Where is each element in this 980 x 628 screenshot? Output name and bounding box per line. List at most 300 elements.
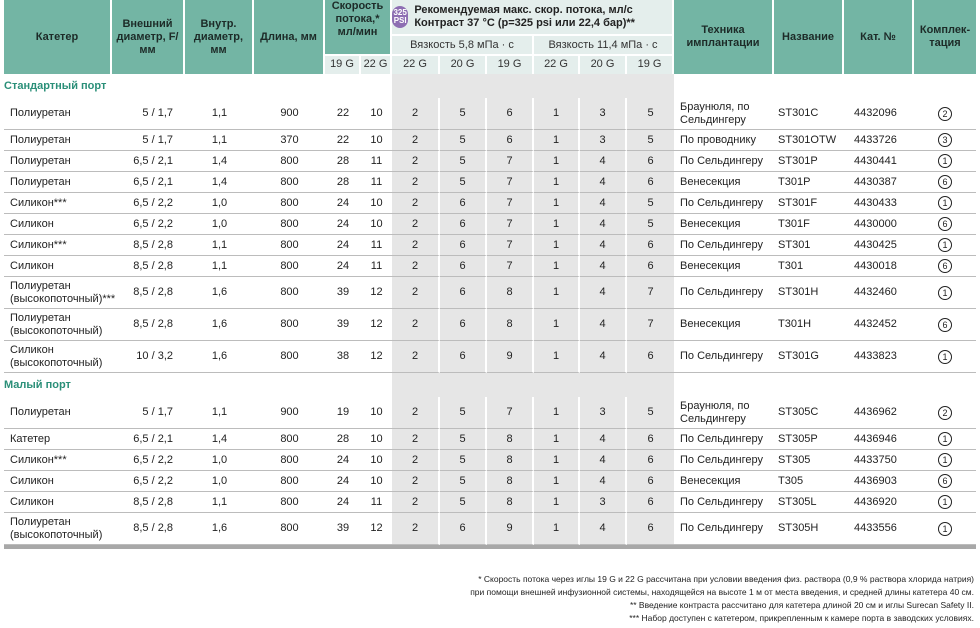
cell-visc1-22g: 2 bbox=[392, 309, 440, 341]
cell-inner-diameter: 1,1 bbox=[185, 492, 254, 513]
cell-inner-diameter: 1,0 bbox=[185, 214, 254, 235]
cell-inner-diameter: 1,6 bbox=[185, 277, 254, 309]
cell-kit bbox=[914, 277, 976, 309]
cell-visc2-20g: 4 bbox=[580, 471, 627, 492]
col-header-name: Название bbox=[774, 0, 844, 74]
cell-kit bbox=[914, 193, 976, 214]
cell-visc2-19g: 6 bbox=[627, 256, 674, 277]
cell-cat-no: 4433556 bbox=[844, 513, 914, 545]
cell-visc1-22g: 2 bbox=[392, 471, 440, 492]
col-header-catheter: Катетер bbox=[4, 0, 112, 74]
cell-visc2-22g: 1 bbox=[534, 235, 580, 256]
cell-flow-22g: 12 bbox=[361, 513, 392, 545]
cell-visc1-19g: 7 bbox=[487, 214, 534, 235]
cell-visc2-20g: 3 bbox=[580, 98, 627, 130]
footnote-3: *** Набор доступен с катетером, прикрепленным к камере порта в заводских условиях. bbox=[629, 613, 974, 623]
cell-technique: Венесекция bbox=[674, 256, 774, 277]
cell-visc2-19g: 6 bbox=[627, 471, 674, 492]
catheter-table-container bbox=[4, 0, 976, 549]
table-row bbox=[4, 256, 976, 277]
cell-flow-22g: 10 bbox=[361, 130, 392, 151]
table-row bbox=[4, 98, 976, 130]
cell-visc1-19g: 7 bbox=[487, 193, 534, 214]
table-row bbox=[4, 309, 976, 341]
cell-visc2-20g: 4 bbox=[580, 151, 627, 172]
kit-number-badge: 1 bbox=[938, 286, 952, 300]
cell-name: ST301H bbox=[774, 277, 844, 309]
cell-visc2-19g: 6 bbox=[627, 450, 674, 471]
cell-length: 800 bbox=[254, 471, 325, 492]
cell-outer-diameter: 5 / 1,7 bbox=[112, 397, 185, 429]
cell-technique: По Сельдингеру bbox=[674, 429, 774, 450]
cell-technique: По Сельдингеру bbox=[674, 513, 774, 545]
cell-visc1-22g: 2 bbox=[392, 277, 440, 309]
cell-flow-22g: 10 bbox=[361, 471, 392, 492]
table-row bbox=[4, 214, 976, 235]
cell-visc2-20g: 4 bbox=[580, 341, 627, 373]
section-spacer bbox=[674, 373, 774, 397]
table-bottom-rule bbox=[4, 545, 976, 549]
col-header-length: Длина, мм bbox=[254, 0, 325, 74]
table-row bbox=[4, 492, 976, 513]
section-spacer bbox=[534, 373, 580, 397]
cell-catheter: Силикон bbox=[4, 256, 112, 277]
section-spacer bbox=[392, 74, 440, 98]
cell-flow-22g: 10 bbox=[361, 214, 392, 235]
cell-visc1-22g: 2 bbox=[392, 397, 440, 429]
cell-visc2-19g: 6 bbox=[627, 235, 674, 256]
cell-inner-diameter: 1,4 bbox=[185, 151, 254, 172]
cell-length: 800 bbox=[254, 513, 325, 545]
section-spacer bbox=[392, 373, 440, 397]
cell-catheter: Силикон bbox=[4, 471, 112, 492]
section-spacer bbox=[580, 373, 627, 397]
cell-length: 800 bbox=[254, 172, 325, 193]
cell-length: 800 bbox=[254, 492, 325, 513]
section-spacer bbox=[627, 373, 674, 397]
cell-inner-diameter: 1,6 bbox=[185, 513, 254, 545]
cell-cat-no: 4430433 bbox=[844, 193, 914, 214]
cell-kit bbox=[914, 471, 976, 492]
cell-visc1-22g: 2 bbox=[392, 513, 440, 545]
cell-technique: Браунюля, по Сельдингеру bbox=[674, 397, 774, 429]
cell-length: 800 bbox=[254, 309, 325, 341]
section-title: Стандартный порт bbox=[4, 79, 107, 92]
cell-catheter: Полиуретан (высокопоточный) bbox=[4, 309, 112, 341]
cell-visc2-22g: 1 bbox=[534, 513, 580, 545]
cell-flow-22g: 10 bbox=[361, 98, 392, 130]
cell-visc1-19g: 7 bbox=[487, 172, 534, 193]
section-spacer bbox=[440, 373, 487, 397]
cell-catheter: Силикон bbox=[4, 492, 112, 513]
cell-flow-19g: 22 bbox=[325, 130, 361, 151]
cell-visc1-20g: 6 bbox=[440, 193, 487, 214]
cell-outer-diameter: 8,5 / 2,8 bbox=[112, 309, 185, 341]
cell-technique: По Сельдингеру bbox=[674, 450, 774, 471]
cell-visc2-19g: 5 bbox=[627, 130, 674, 151]
cell-visc2-19g: 6 bbox=[627, 151, 674, 172]
cell-kit bbox=[914, 492, 976, 513]
cell-name: T301F bbox=[774, 214, 844, 235]
cell-catheter: Полиуретан bbox=[4, 130, 112, 151]
cell-visc1-20g: 6 bbox=[440, 277, 487, 309]
kit-number-badge: 6 bbox=[938, 318, 952, 332]
cell-visc2-22g: 1 bbox=[534, 492, 580, 513]
cell-visc2-22g: 1 bbox=[534, 151, 580, 172]
cell-kit bbox=[914, 130, 976, 151]
viscosity-5-8-header: Вязкость 5,8 мПа · с bbox=[392, 34, 534, 53]
cell-visc1-22g: 2 bbox=[392, 235, 440, 256]
cell-kit bbox=[914, 98, 976, 130]
cell-visc1-20g: 6 bbox=[440, 513, 487, 545]
cell-catheter: Полиуретан (высокопоточный) bbox=[4, 513, 112, 545]
cell-visc1-20g: 6 bbox=[440, 256, 487, 277]
cell-visc2-22g: 1 bbox=[534, 193, 580, 214]
cell-inner-diameter: 1,4 bbox=[185, 172, 254, 193]
cell-catheter: Силикон*** bbox=[4, 193, 112, 214]
cell-name: ST305H bbox=[774, 513, 844, 545]
cell-cat-no: 4430387 bbox=[844, 172, 914, 193]
cell-catheter: Силикон bbox=[4, 214, 112, 235]
cell-outer-diameter: 8,5 / 2,8 bbox=[112, 235, 185, 256]
cell-visc1-19g: 7 bbox=[487, 151, 534, 172]
cell-name: T301P bbox=[774, 172, 844, 193]
cell-flow-22g: 11 bbox=[361, 235, 392, 256]
cell-inner-diameter: 1,1 bbox=[185, 397, 254, 429]
section-header-row bbox=[4, 373, 976, 397]
footnote-1a: * Скорость потока через иглы 19 G и 22 G рассчитана при условии введения физ. раствора (0,9 % раствора хлорида натрия) bbox=[478, 574, 974, 584]
cell-visc1-20g: 6 bbox=[440, 214, 487, 235]
kit-number-badge: 6 bbox=[938, 175, 952, 189]
cell-visc1-19g: 6 bbox=[487, 98, 534, 130]
cell-visc1-22g: 2 bbox=[392, 214, 440, 235]
cell-cat-no: 4430425 bbox=[844, 235, 914, 256]
table-row bbox=[4, 471, 976, 492]
cell-kit bbox=[914, 450, 976, 471]
cell-cat-no: 4432096 bbox=[844, 98, 914, 130]
cell-technique: Венесекция bbox=[674, 309, 774, 341]
cell-name: T301H bbox=[774, 309, 844, 341]
cell-name: T305 bbox=[774, 471, 844, 492]
cell-kit bbox=[914, 151, 976, 172]
cell-flow-19g: 24 bbox=[325, 256, 361, 277]
cell-visc2-19g: 6 bbox=[627, 341, 674, 373]
cell-outer-diameter: 5 / 1,7 bbox=[112, 130, 185, 151]
cell-outer-diameter: 6,5 / 2,1 bbox=[112, 429, 185, 450]
cell-kit bbox=[914, 429, 976, 450]
cell-name: ST301G bbox=[774, 341, 844, 373]
cell-visc2-22g: 1 bbox=[534, 256, 580, 277]
section-spacer bbox=[914, 373, 976, 397]
cell-flow-22g: 12 bbox=[361, 277, 392, 309]
table-row bbox=[4, 235, 976, 256]
cell-visc2-20g: 4 bbox=[580, 256, 627, 277]
col-header-outer-diameter: Внешний диаметр, F/мм bbox=[112, 0, 185, 74]
psi-badge-icon: 325 PSI bbox=[392, 6, 408, 28]
kit-number-badge: 1 bbox=[938, 453, 952, 467]
recommended-flow-title: Рекомендуемая макс. скор. потока, мл/с Контраст 37 °C (p=325 psi или 22,4 бар)** bbox=[414, 4, 635, 30]
cell-catheter: Силикон (высокопоточный) bbox=[4, 341, 112, 373]
cell-cat-no: 4436962 bbox=[844, 397, 914, 429]
cell-visc2-22g: 1 bbox=[534, 214, 580, 235]
cell-flow-19g: 39 bbox=[325, 277, 361, 309]
table-row bbox=[4, 450, 976, 471]
cell-visc1-22g: 2 bbox=[392, 256, 440, 277]
cell-flow-22g: 10 bbox=[361, 397, 392, 429]
cell-name: ST305L bbox=[774, 492, 844, 513]
cell-catheter: Полиуретан bbox=[4, 397, 112, 429]
cell-visc2-19g: 6 bbox=[627, 429, 674, 450]
cell-visc1-19g: 9 bbox=[487, 513, 534, 545]
cell-visc2-19g: 6 bbox=[627, 513, 674, 545]
cell-kit bbox=[914, 309, 976, 341]
table-row bbox=[4, 341, 976, 373]
cell-inner-diameter: 1,0 bbox=[185, 450, 254, 471]
cell-visc1-19g: 9 bbox=[487, 341, 534, 373]
col-header-cat-no: Кат. № bbox=[844, 0, 914, 74]
visc1-19g-header: 19 G bbox=[487, 54, 534, 74]
section-spacer bbox=[580, 74, 627, 98]
catheter-table bbox=[4, 0, 976, 549]
cell-technique: По Сельдингеру bbox=[674, 235, 774, 256]
cell-length: 900 bbox=[254, 98, 325, 130]
cell-visc1-22g: 2 bbox=[392, 193, 440, 214]
cell-visc1-22g: 2 bbox=[392, 98, 440, 130]
cell-visc2-22g: 1 bbox=[534, 341, 580, 373]
cell-visc1-22g: 2 bbox=[392, 151, 440, 172]
cell-inner-diameter: 1,1 bbox=[185, 256, 254, 277]
cell-flow-22g: 11 bbox=[361, 172, 392, 193]
section-spacer bbox=[487, 74, 534, 98]
cell-inner-diameter: 1,6 bbox=[185, 341, 254, 373]
cell-outer-diameter: 6,5 / 2,1 bbox=[112, 151, 185, 172]
cell-flow-19g: 24 bbox=[325, 214, 361, 235]
cell-flow-19g: 39 bbox=[325, 309, 361, 341]
cell-visc1-20g: 6 bbox=[440, 341, 487, 373]
cell-flow-19g: 38 bbox=[325, 341, 361, 373]
section-spacer bbox=[844, 373, 914, 397]
cell-outer-diameter: 6,5 / 2,2 bbox=[112, 193, 185, 214]
cell-visc1-22g: 2 bbox=[392, 429, 440, 450]
cell-visc2-20g: 4 bbox=[580, 513, 627, 545]
cell-visc2-20g: 4 bbox=[580, 172, 627, 193]
kit-number-badge: 1 bbox=[938, 350, 952, 364]
cell-visc2-22g: 1 bbox=[534, 429, 580, 450]
cell-kit bbox=[914, 397, 976, 429]
cell-technique: По проводнику bbox=[674, 130, 774, 151]
cell-visc2-22g: 1 bbox=[534, 277, 580, 309]
cell-technique: По Сельдингеру bbox=[674, 492, 774, 513]
cell-outer-diameter: 10 / 3,2 bbox=[112, 341, 185, 373]
cell-flow-22g: 11 bbox=[361, 492, 392, 513]
table-body bbox=[4, 74, 976, 549]
cell-visc2-19g: 7 bbox=[627, 277, 674, 309]
cell-visc2-20g: 4 bbox=[580, 193, 627, 214]
cell-catheter: Полиуретан bbox=[4, 172, 112, 193]
cell-visc1-19g: 8 bbox=[487, 309, 534, 341]
footnote-1b: при помощи внешней инфузионной системы, находящейся на высоте 1 м от места введения, и средней длины катетера 40 см. bbox=[470, 587, 974, 597]
kit-number-badge: 1 bbox=[938, 495, 952, 509]
cell-kit bbox=[914, 214, 976, 235]
table-row bbox=[4, 130, 976, 151]
cell-kit bbox=[914, 341, 976, 373]
cell-outer-diameter: 6,5 / 2,2 bbox=[112, 450, 185, 471]
cell-outer-diameter: 8,5 / 2,8 bbox=[112, 277, 185, 309]
col-header-inner-diameter: Внутр. диаметр, мм bbox=[185, 0, 254, 74]
table-row bbox=[4, 513, 976, 545]
cell-cat-no: 4433726 bbox=[844, 130, 914, 151]
cell-visc2-19g: 5 bbox=[627, 193, 674, 214]
cell-outer-diameter: 8,5 / 2,8 bbox=[112, 492, 185, 513]
table-row bbox=[4, 277, 976, 309]
cell-inner-diameter: 1,0 bbox=[185, 193, 254, 214]
section-spacer bbox=[914, 74, 976, 98]
cell-visc2-20g: 4 bbox=[580, 450, 627, 471]
kit-number-badge: 1 bbox=[938, 154, 952, 168]
cell-inner-diameter: 1,6 bbox=[185, 309, 254, 341]
cell-length: 800 bbox=[254, 341, 325, 373]
cell-cat-no: 4430018 bbox=[844, 256, 914, 277]
cell-cat-no: 4433823 bbox=[844, 341, 914, 373]
section-spacer bbox=[774, 373, 844, 397]
kit-number-badge: 2 bbox=[938, 406, 952, 420]
cell-cat-no: 4433750 bbox=[844, 450, 914, 471]
cell-name: ST305C bbox=[774, 397, 844, 429]
kit-number-badge: 6 bbox=[938, 217, 952, 231]
cell-name: ST301F bbox=[774, 193, 844, 214]
cell-outer-diameter: 8,5 / 2,8 bbox=[112, 513, 185, 545]
cell-visc1-20g: 5 bbox=[440, 429, 487, 450]
cell-technique: По Сельдингеру bbox=[674, 341, 774, 373]
cell-technique: Венесекция bbox=[674, 471, 774, 492]
cell-cat-no: 4430000 bbox=[844, 214, 914, 235]
cell-name: ST301OTW bbox=[774, 130, 844, 151]
cell-visc1-20g: 5 bbox=[440, 98, 487, 130]
cell-catheter: Полиуретан bbox=[4, 98, 112, 130]
cell-visc2-22g: 1 bbox=[534, 397, 580, 429]
cell-flow-19g: 19 bbox=[325, 397, 361, 429]
cell-flow-19g: 24 bbox=[325, 193, 361, 214]
cell-flow-22g: 10 bbox=[361, 193, 392, 214]
visc2-22g-header: 22 G bbox=[534, 54, 580, 74]
cell-flow-19g: 24 bbox=[325, 450, 361, 471]
cell-visc2-19g: 5 bbox=[627, 98, 674, 130]
cell-flow-19g: 24 bbox=[325, 235, 361, 256]
col-header-kit: Комплек-тация bbox=[914, 0, 976, 74]
cell-visc2-20g: 4 bbox=[580, 235, 627, 256]
cell-technique: По Сельдингеру bbox=[674, 193, 774, 214]
cell-flow-19g: 28 bbox=[325, 151, 361, 172]
cell-visc1-20g: 6 bbox=[440, 235, 487, 256]
cell-visc1-19g: 7 bbox=[487, 397, 534, 429]
cell-cat-no: 4436903 bbox=[844, 471, 914, 492]
section-spacer bbox=[534, 74, 580, 98]
table-row bbox=[4, 397, 976, 429]
cell-visc1-20g: 5 bbox=[440, 471, 487, 492]
cell-flow-19g: 22 bbox=[325, 98, 361, 130]
cell-visc1-22g: 2 bbox=[392, 130, 440, 151]
cell-inner-diameter: 1,1 bbox=[185, 98, 254, 130]
cell-visc1-19g: 8 bbox=[487, 471, 534, 492]
cell-inner-diameter: 1,1 bbox=[185, 235, 254, 256]
cell-visc1-20g: 5 bbox=[440, 130, 487, 151]
cell-flow-19g: 24 bbox=[325, 471, 361, 492]
table-row bbox=[4, 429, 976, 450]
cell-outer-diameter: 6,5 / 2,1 bbox=[112, 172, 185, 193]
cell-inner-diameter: 1,0 bbox=[185, 471, 254, 492]
cell-catheter: Полиуретан (высокопоточный)*** bbox=[4, 277, 112, 309]
cell-outer-diameter: 6,5 / 2,2 bbox=[112, 214, 185, 235]
kit-number-badge: 2 bbox=[938, 107, 952, 121]
cell-visc1-19g: 8 bbox=[487, 492, 534, 513]
kit-number-badge: 6 bbox=[938, 259, 952, 273]
cell-flow-22g: 11 bbox=[361, 151, 392, 172]
visc2-20g-header: 20 G bbox=[580, 54, 627, 74]
cell-flow-19g: 28 bbox=[325, 429, 361, 450]
cell-cat-no: 4432460 bbox=[844, 277, 914, 309]
cell-visc2-20g: 4 bbox=[580, 214, 627, 235]
cell-visc1-22g: 2 bbox=[392, 450, 440, 471]
flow-22g-header: 22 G bbox=[361, 54, 392, 74]
cell-visc2-20g: 4 bbox=[580, 429, 627, 450]
table-row bbox=[4, 151, 976, 172]
cell-visc1-20g: 5 bbox=[440, 397, 487, 429]
cell-flow-22g: 10 bbox=[361, 429, 392, 450]
cell-visc1-19g: 8 bbox=[487, 277, 534, 309]
cell-visc1-22g: 2 bbox=[392, 341, 440, 373]
cell-length: 800 bbox=[254, 151, 325, 172]
cell-catheter: Полиуретан bbox=[4, 151, 112, 172]
cell-visc1-19g: 8 bbox=[487, 450, 534, 471]
cell-technique: По Сельдингеру bbox=[674, 277, 774, 309]
kit-number-badge: 1 bbox=[938, 522, 952, 536]
cell-visc2-22g: 1 bbox=[534, 98, 580, 130]
cell-kit bbox=[914, 513, 976, 545]
cell-cat-no: 4436946 bbox=[844, 429, 914, 450]
section-spacer bbox=[674, 74, 774, 98]
cell-visc2-22g: 1 bbox=[534, 471, 580, 492]
cell-outer-diameter: 5 / 1,7 bbox=[112, 98, 185, 130]
flow-19g-header: 19 G bbox=[325, 54, 361, 74]
cell-length: 800 bbox=[254, 235, 325, 256]
cell-visc1-20g: 6 bbox=[440, 309, 487, 341]
cell-length: 800 bbox=[254, 429, 325, 450]
visc2-19g-header: 19 G bbox=[627, 54, 674, 74]
cell-visc2-20g: 3 bbox=[580, 492, 627, 513]
visc1-20g-header: 20 G bbox=[440, 54, 487, 74]
cell-visc1-22g: 2 bbox=[392, 172, 440, 193]
cell-visc2-20g: 4 bbox=[580, 309, 627, 341]
section-spacer bbox=[627, 74, 674, 98]
cell-length: 800 bbox=[254, 256, 325, 277]
col-header-flow-rate: Скорость потока,* мл/мин bbox=[325, 0, 392, 54]
cell-cat-no: 4430441 bbox=[844, 151, 914, 172]
cell-visc2-22g: 1 bbox=[534, 450, 580, 471]
cell-flow-19g: 39 bbox=[325, 513, 361, 545]
cell-inner-diameter: 1,1 bbox=[185, 130, 254, 151]
cell-technique: Венесекция bbox=[674, 172, 774, 193]
cell-visc2-20g: 3 bbox=[580, 397, 627, 429]
cell-visc1-19g: 7 bbox=[487, 235, 534, 256]
footnotes bbox=[274, 573, 974, 625]
cell-visc2-20g: 3 bbox=[580, 130, 627, 151]
cell-length: 800 bbox=[254, 214, 325, 235]
cell-visc1-20g: 5 bbox=[440, 151, 487, 172]
table-row bbox=[4, 172, 976, 193]
cell-kit bbox=[914, 172, 976, 193]
cell-visc2-19g: 6 bbox=[627, 492, 674, 513]
section-header-row bbox=[4, 74, 976, 98]
